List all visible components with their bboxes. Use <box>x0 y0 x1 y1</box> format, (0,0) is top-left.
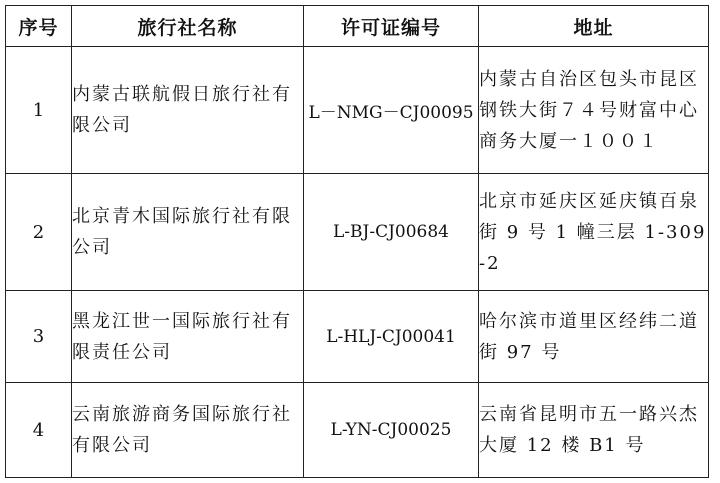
agency-address: 内蒙古自治区包头市昆区钢铁大街７４号财富中心商务大厦一１００１ <box>479 47 709 174</box>
row-number: 1 <box>6 47 72 174</box>
header-no: 序号 <box>6 6 72 47</box>
header-row <box>6 6 709 47</box>
table-row <box>6 47 709 174</box>
agency-name: 云南旅游商务国际旅行社有限公司 <box>72 383 304 478</box>
agency-address: 哈尔滨市道里区经纬二道街 97 号 <box>479 291 709 383</box>
table-row <box>6 291 709 383</box>
license-number: L-HLJ-CJ00041 <box>304 291 479 383</box>
table-row <box>6 383 709 478</box>
header-address: 地址 <box>479 6 709 47</box>
license-number: L-BJ-CJ00684 <box>304 174 479 291</box>
row-number: 4 <box>6 383 72 478</box>
header-agency-name: 旅行社名称 <box>72 6 304 47</box>
table-row <box>6 174 709 291</box>
license-number: L－NMG－CJ00095 <box>304 47 479 174</box>
license-number: L-YN-CJ00025 <box>304 383 479 478</box>
agency-name: 内蒙古联航假日旅行社有限公司 <box>72 47 304 174</box>
header-license-number: 许可证编号 <box>304 6 479 47</box>
row-number: 3 <box>6 291 72 383</box>
agency-address: 云南省昆明市五一路兴杰大厦 12 楼 B1 号 <box>479 383 709 478</box>
row-number: 2 <box>6 174 72 291</box>
agency-name: 黑龙江世一国际旅行社有限责任公司 <box>72 291 304 383</box>
agency-name: 北京青木国际旅行社有限公司 <box>72 174 304 291</box>
travel-agency-table <box>5 5 709 478</box>
agency-address: 北京市延庆区延庆镇百泉街 9 号 1 幢三层 1-309-2 <box>479 174 709 291</box>
